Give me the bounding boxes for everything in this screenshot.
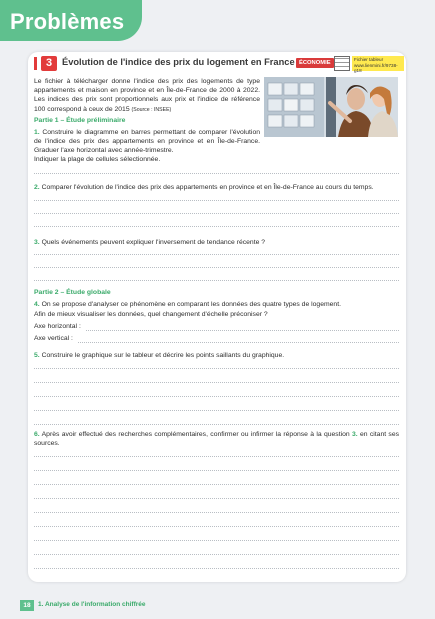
file-label: Fichier tableur — [354, 57, 384, 62]
question-1 — [34, 128, 260, 156]
q1-number: 1. — [34, 129, 40, 136]
answer-line[interactable] — [34, 254, 399, 255]
q5-number: 5. — [34, 352, 40, 359]
source-note: (Source : INSEE) — [131, 106, 172, 113]
illustration-photo — [264, 77, 398, 137]
axis-vertical-answer[interactable] — [78, 342, 399, 343]
q2-text: Comparer l'évolution de l'indice des prix des appartements en province et en Île-de-France au cours du temps. — [41, 184, 374, 191]
q6-text: Après avoir effectué des recherches complémentaires, confirmer ou infirmer la réponse à la question — [41, 431, 350, 438]
answer-line[interactable] — [34, 382, 399, 383]
answer-line[interactable] — [34, 568, 399, 569]
q1-text-2: Indiquer la plage de cellules sélectionnée. — [34, 156, 161, 163]
answer-line[interactable] — [34, 226, 399, 227]
spreadsheet-icon — [334, 56, 350, 71]
answer-line[interactable] — [34, 498, 399, 499]
answer-line[interactable] — [34, 368, 399, 369]
answer-line[interactable] — [34, 512, 399, 513]
answer-line[interactable] — [34, 200, 399, 201]
q2-number: 2. — [34, 184, 40, 191]
question-4 — [34, 300, 399, 309]
answer-line[interactable] — [34, 213, 399, 214]
question-2 — [34, 183, 399, 192]
answer-line[interactable] — [34, 526, 399, 527]
axis-vertical-label: Axe vertical : — [34, 335, 73, 342]
exercise-card — [28, 52, 406, 582]
answer-line[interactable] — [34, 484, 399, 485]
answer-line[interactable] — [34, 280, 399, 281]
section-header — [0, 0, 142, 41]
question-6 — [34, 430, 399, 448]
answer-line[interactable] — [34, 456, 399, 457]
q4-text: On se propose d'analyser ce phénomène en comparant les données des quatre types de logement. — [41, 301, 341, 308]
exercise-number: 3 — [41, 56, 57, 71]
chapter-title: 1. Analyse de l'information chiffrée — [38, 601, 146, 608]
q5-text: Construire le graphique sur le tableur et décrire les points saillants du graphique. — [41, 352, 285, 359]
answer-line[interactable] — [34, 470, 399, 471]
q4-number: 4. — [34, 301, 40, 308]
answer-line[interactable] — [34, 410, 399, 411]
file-download-link[interactable] — [352, 56, 404, 71]
part1-title: Partie 1 – Étude préliminaire — [34, 117, 126, 124]
page-number: 18 — [20, 600, 34, 611]
q6-text-end: en citant ses sources. — [34, 431, 400, 448]
question-5 — [34, 351, 399, 360]
q6-reference: 3. — [352, 431, 358, 438]
exercise-intro — [34, 77, 260, 115]
answer-line[interactable] — [34, 396, 399, 397]
file-url: www.lienmini.fr/9738-g18 — [354, 62, 398, 73]
exercise-header — [34, 56, 402, 72]
axis-horizontal-answer[interactable] — [86, 330, 399, 331]
q3-number: 3. — [34, 239, 40, 246]
topic-badge: ÉCONOMIE — [296, 58, 334, 68]
answer-line[interactable] — [34, 173, 399, 174]
q6-number: 6. — [34, 431, 40, 438]
answer-line[interactable] — [34, 424, 399, 425]
question-3 — [34, 238, 399, 247]
q1-text: Construire le diagramme en barres permettant de comparer l'évolution de l'indice des prix des appartements en province et en Île-de-France. Graduer l'axe horizontal avec année-trimestre. — [34, 129, 260, 155]
exercise-accent-bar — [34, 57, 37, 70]
q3-text: Quels événements peuvent expliquer l'inversement de tendance récente ? — [41, 239, 266, 246]
answer-line[interactable] — [34, 554, 399, 555]
answer-line[interactable] — [34, 267, 399, 268]
answer-line[interactable] — [34, 540, 399, 541]
couple-photo-icon — [264, 77, 398, 137]
q4-text-2: Afin de mieux visualiser les données, quel changement d'échelle préconiser ? — [34, 311, 268, 318]
part2-title: Partie 2 – Étude globale — [34, 289, 111, 296]
intro-text: Le fichier à télécharger donne l'indice des prix des logements de type appartements et maison en province et en Île-de-France de 2000 à 2022. Les indices des prix sont proportionnels aux prix et l'indice de référence 100 correspond à ceux de 2015 — [34, 78, 260, 113]
axis-horizontal-label: Axe horizontal : — [34, 323, 81, 330]
exercise-title: Évolution de l'indice des prix du logement en France — [62, 57, 295, 67]
section-title: Problèmes — [10, 9, 125, 34]
